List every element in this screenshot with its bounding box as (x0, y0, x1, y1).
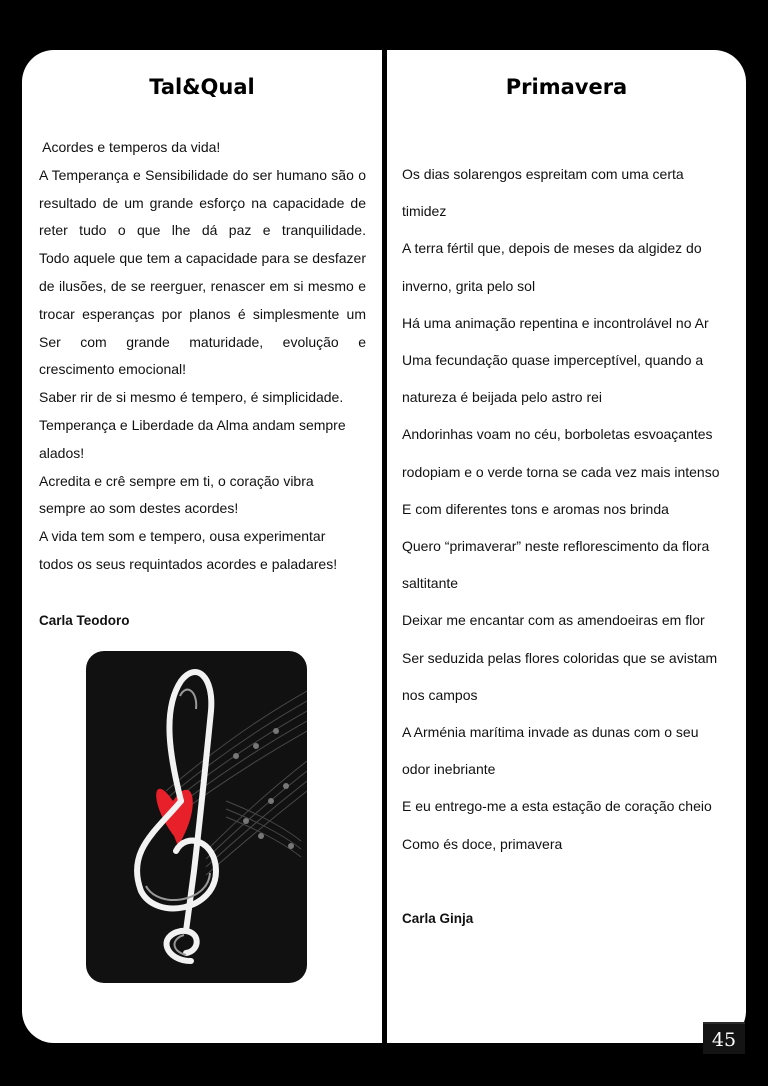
body-line: sempre ao som destes acordes! (39, 500, 239, 517)
poem-line: Há uma animação repentina e incontrolável no Ar (402, 314, 709, 331)
poem-line: E com diferentes tons e aromas nos brinda (402, 500, 669, 517)
poem-line: A Arménia marítima invade as dunas com o seu (402, 724, 699, 741)
author-left: Carla Teodoro (39, 612, 130, 628)
right-column (387, 50, 746, 1043)
poem-line: Andorinhas voam no céu, borboletas esvoaçantes (402, 426, 713, 443)
body-line: trocar esperanças por planos é simplesmente um (39, 305, 366, 322)
body-line: reter tudo o que lhe dá paz e tranquilidade. (39, 222, 366, 239)
body-line: crescimento emocional! (39, 361, 187, 378)
page-number: 45 (703, 1022, 745, 1054)
poem-line: Ser seduzida pelas flores coloridas que se avistam (402, 649, 718, 666)
poem-line: timidez (402, 203, 447, 220)
author-right: Carla Ginja (402, 910, 474, 926)
treble-clef-heart-image (86, 651, 307, 983)
body-line: todos os seus requintados acordes e paladares! (39, 555, 338, 572)
body-line: Acredita e crê sempre em ti, o coração vibra (39, 472, 314, 489)
poem-line: Uma fecundação quase imperceptível, quando a (402, 352, 704, 369)
poem-line: saltitante (402, 575, 459, 592)
article-title-right: Primavera (505, 75, 628, 99)
body-line: Todo aquele que tem a capacidade para se desfazer (39, 250, 366, 267)
body-line: de ilusões, de se reerguer, renascer em si mesmo e (39, 277, 366, 294)
poem-line: rodopiam e o verde torna se cada vez mais intenso (402, 463, 720, 480)
body-line: Saber rir de si mesmo é tempero, é simplicidade. (39, 389, 344, 406)
intro-line: Acordes e temperos da vida! (39, 139, 221, 155)
poem-line: natureza é beijada pelo astro rei (402, 389, 603, 406)
body-line: Ser com grande maturidade, evolução e (39, 333, 366, 350)
body-line: A vida tem som e tempero, ousa experimentar (39, 528, 326, 545)
left-column (22, 50, 382, 1043)
poem-line: Como és doce, primavera (402, 835, 563, 852)
article-body-left (39, 134, 366, 634)
poem-line: odor inebriante (402, 761, 496, 778)
body-line: Temperança e Liberdade da Alma andam sempre (39, 416, 346, 433)
poem-line: Os dias solarengos espreitam com uma certa (402, 166, 684, 182)
poem-line: E eu entrego-me a esta estação de coração cheio (402, 798, 712, 815)
body-line: alados! (39, 444, 85, 461)
poem-line: Quero “primaverar” neste reflorescimento da flora (402, 538, 710, 555)
article-title-left: Tal&Qual (149, 75, 255, 99)
body-line: resultado de um grande esforço na capacidade de (39, 194, 366, 211)
article-body-right (402, 156, 724, 937)
poem-line: A terra fértil que, depois de meses da algidez do (402, 240, 702, 257)
poem-line: inverno, grita pelo sol (402, 277, 536, 294)
poem-line: Deixar me encantar com as amendoeiras em flor (402, 612, 705, 629)
body-line: A Temperança e Sensibilidade do ser humano são o (39, 166, 366, 183)
poem-line: nos campos (402, 686, 478, 703)
